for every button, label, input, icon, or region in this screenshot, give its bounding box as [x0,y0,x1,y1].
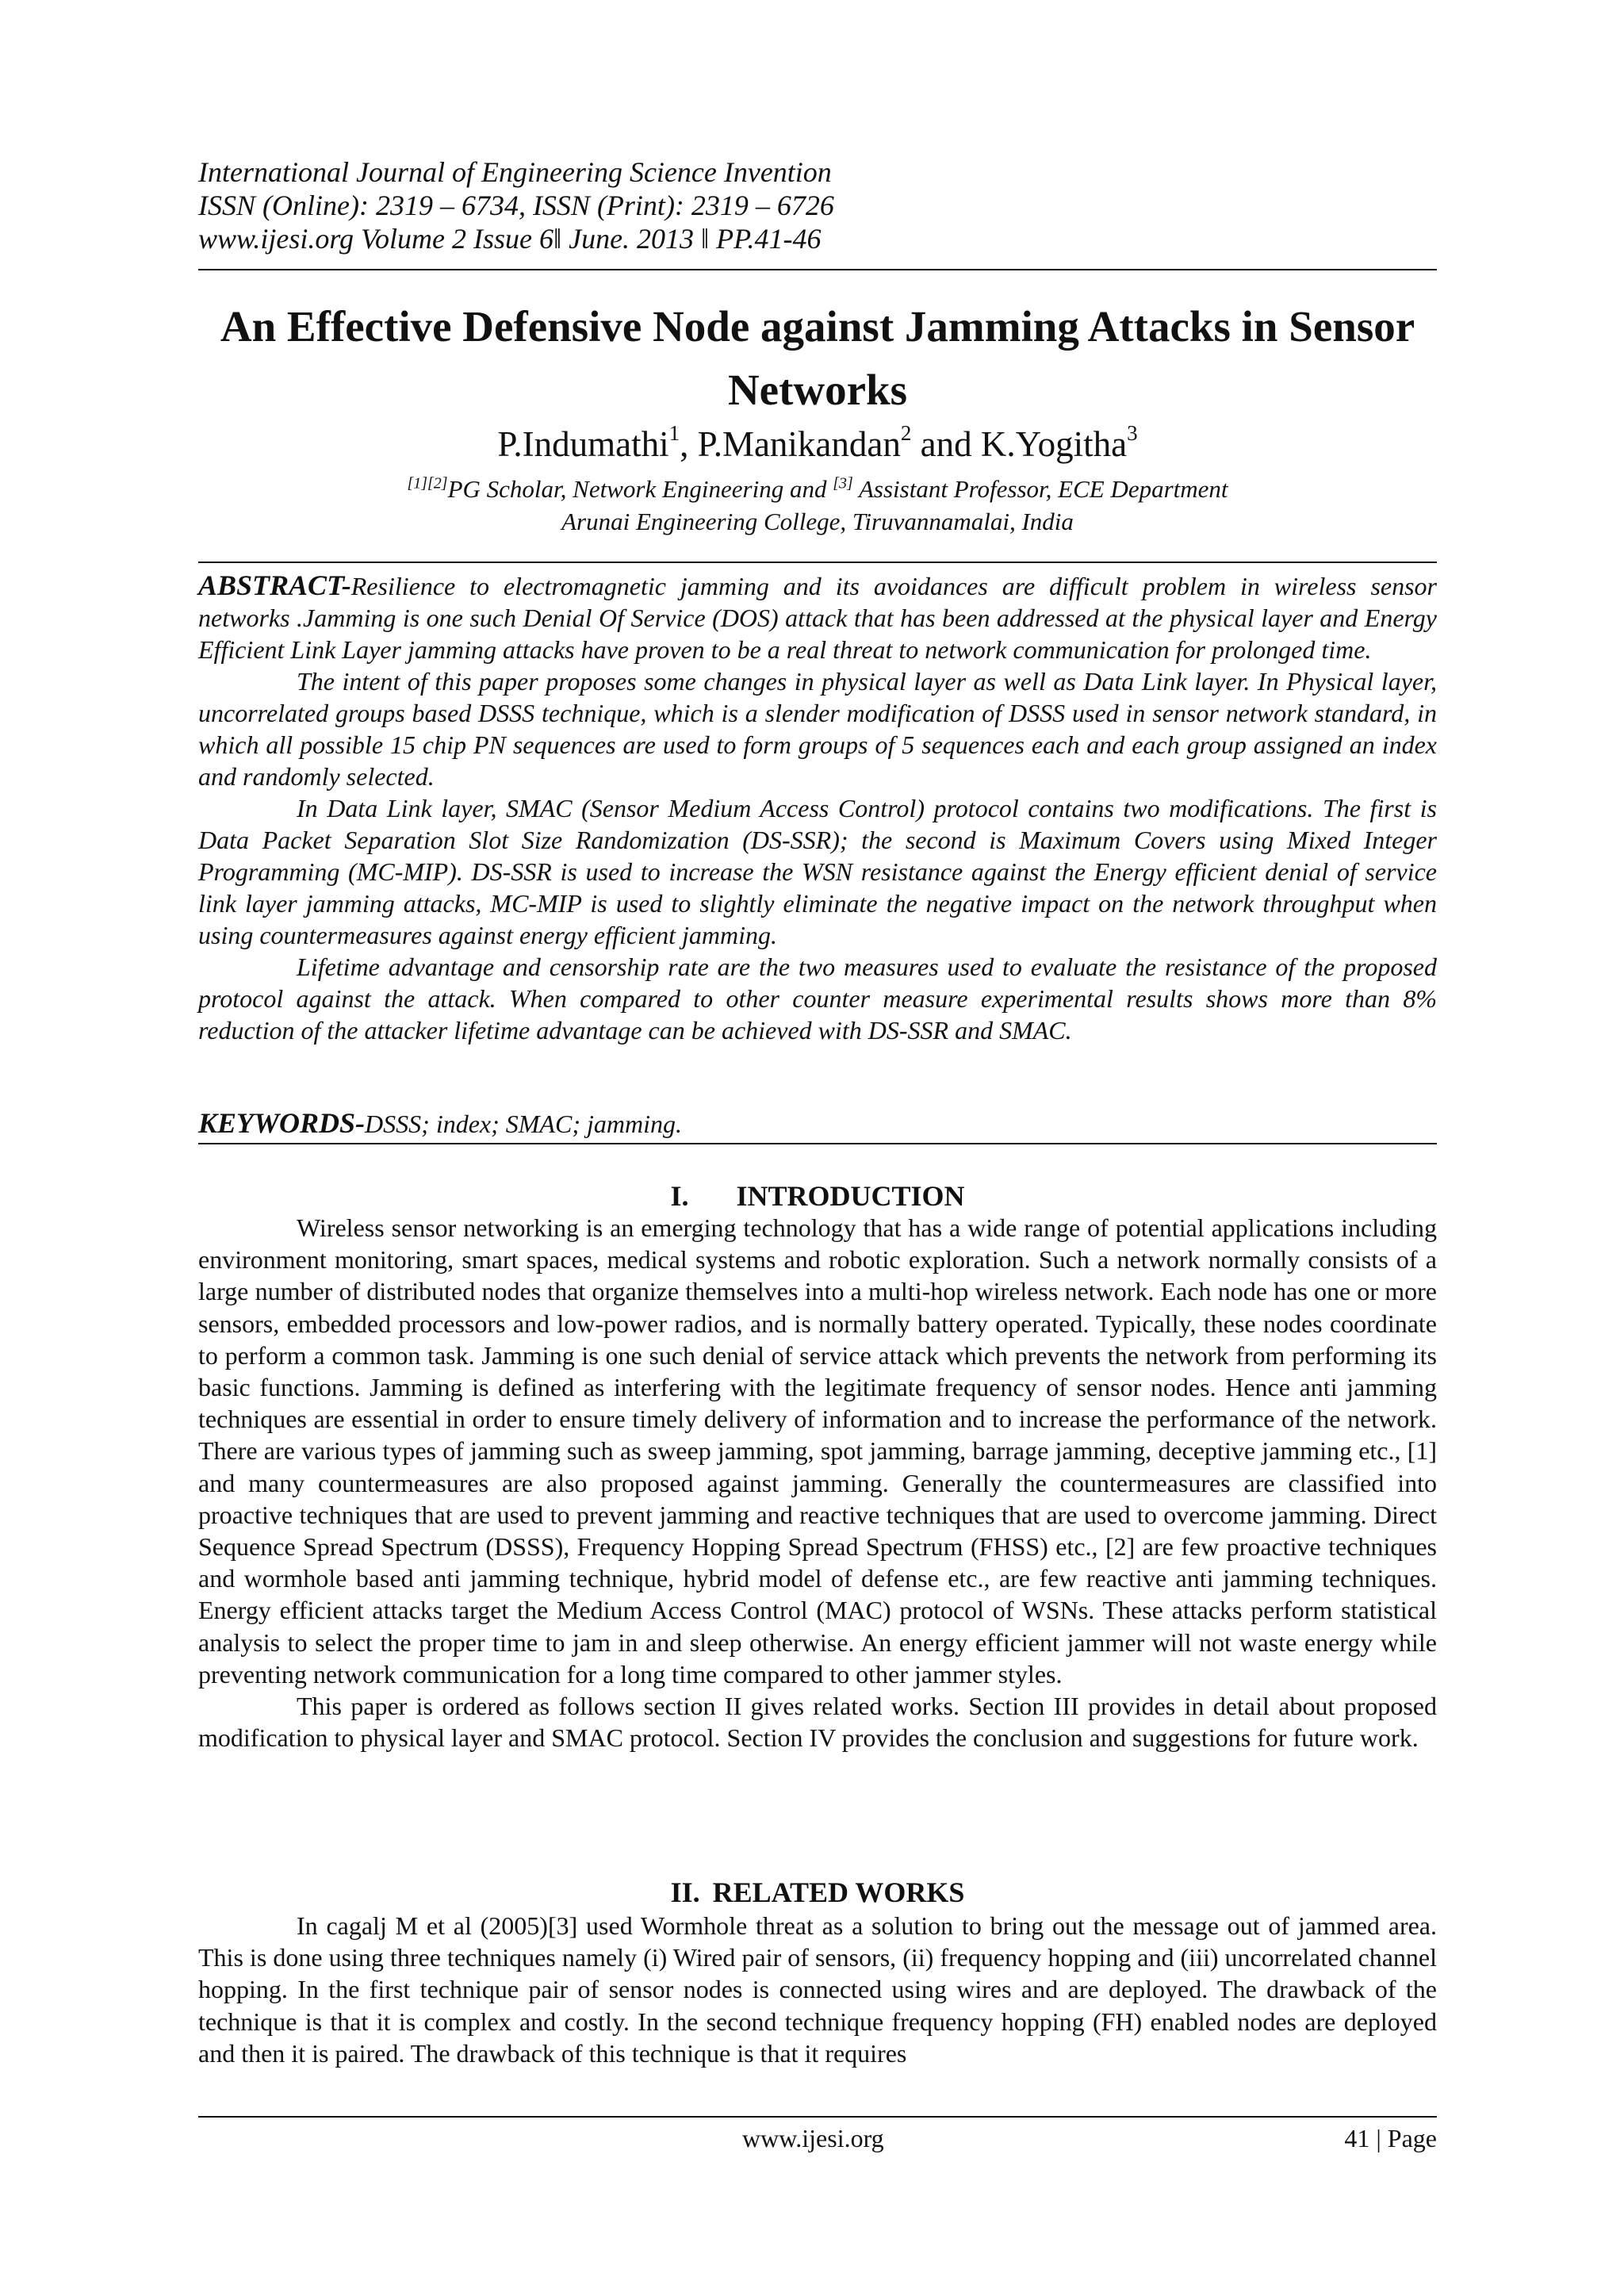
abstract-paragraph: In Data Link layer, SMAC (Sensor Medium Access Control) protocol contains two modifications. The first is Data Packet Separation Slot Size Randomization (DS-SSR); the second is Maximum Covers using Mixed Integer Programming (MC-MIP). DS-SSR is used to increase the WSN resistance against the Energy efficient denial of service link layer jamming attacks, MC-MIP is used to slightly eliminate the negative impact on the network throughput when using countermeasures against energy efficient jamming. [198,794,1437,949]
author-name: P.Manikandan [697,424,901,464]
author-list [198,420,1437,468]
author-sup: 3 [1127,421,1138,445]
keywords [198,1107,1437,1140]
abstract-label: ABSTRACT- [198,569,351,601]
abstract-paragraph: Lifetime advantage and censorship rate are the two measures used to evaluate the resistance of the proposed protocol against the attack. When compared to other counter measure experimental results shows more than 8% reduction of the attacker lifetime advantage can be achieved with DS-SSR and SMAC. [198,953,1437,1045]
abstract [198,569,1437,1046]
journal-volume: www.ijesi.org Volume 2 Issue 6‖ June. 2013 ‖ PP.41-46 [198,223,822,255]
abstract-top-rule [198,562,1437,563]
journal-issn: ISSN (Online): 2319 – 6734, ISSN (Print): 2319 – 6726 [198,190,834,221]
abstract-text: Resilience to electromagnetic jamming and its avoidances are difficult problem in wireless sensor networks .Jamming is one such Denial Of Service (DOS) attack that has been addressed at the physical layer and Energy Efficient Link Layer jamming attacks have proven to be a real threat to network communication for prolonged time. [198,572,1437,664]
keywords-text: DSSS; index; SMAC; jamming. [365,1110,682,1138]
section-number: II. [670,1876,700,1908]
footer-page-number: 41 | Page [1344,2124,1437,2152]
journal-name: International Journal of Engineering Science Invention [198,156,832,188]
keywords-rule [198,1143,1437,1144]
author-name: P.Indumathi [497,424,669,464]
affiliation-sup: [1][2] [407,474,448,493]
affiliation-text: Assistant Professor, ECE Department [852,475,1228,503]
abstract-paragraph [198,569,1437,665]
journal-header [198,155,1437,255]
footer-rule [198,2116,1437,2118]
author-sup: 1 [668,421,680,445]
affiliation-line-2: Arunai Engineering College, Tiruvannamalai, India [561,508,1074,535]
section-heading-related-works [198,1875,1437,1910]
affiliation-sup: [3] [833,474,853,493]
affiliation-line-1 [198,473,1437,505]
author-name: K.Yogitha [980,424,1128,464]
header-rule [198,269,1437,270]
author-separator: , [680,424,698,464]
keywords-label: KEYWORDS- [198,1107,366,1139]
author-sup: 2 [900,421,912,445]
section-title: RELATED WORKS [712,1876,965,1908]
abstract-paragraph: The intent of this paper proposes some changes in physical layer as well as Data Link layer. In Physical layer, uncorrelated groups based DSSS technique, which is a slender modification of DSSS used in sensor network standard, in which all possible 15 chip PN sequences are used to form groups of 5 sequences each and each group assigned an index and randomly selected. [198,667,1437,791]
section-number: I. [670,1180,689,1212]
affiliation-text: PG Scholar, Network Engineering and [447,475,833,503]
body-paragraph: In cagalj M et al (2005)[3] used Wormhole threat as a solution to bring out the message out of jammed area. This is done using three techniques namely (i) Wired pair of sensors, (ii) frequency hopping and (iii) uncorrelated channel hopping. In the first technique pair of sensor nodes is connected using wires and are deployed. The drawback of the technique is that it is complex and costly. In the second technique frequency hopping (FH) enabled nodes are deployed and then it is paired. The drawback of this technique is that it requires [198,1911,1437,2068]
introduction-body [198,1212,1437,1754]
section-heading-introduction [198,1179,1437,1213]
related-works-body [198,1910,1437,2069]
body-paragraph: This paper is ordered as follows section II gives related works. Section III provides in detail about proposed modification to physical layer and SMAC protocol. Section IV provides the conclusion and suggestions for future work. [198,1692,1437,1753]
footer-site: www.ijesi.org [742,2124,884,2152]
body-paragraph: Wireless sensor networking is an emerging technology that has a wide range of potential applications including environment monitoring, smart spaces, medical systems and robotic exploration. Such a network normally consists of a large number of distributed nodes that organize themselves into a multi-hop wireless network. Each node has one or more sensors, embedded processors and low-power radios, and is normally battery operated. Typically, these nodes coordinate to perform a common task. Jamming is one such denial of service attack which prevents the network from performing its basic functions. Jamming is defined as interfering with the legitimate frequency of sensor nodes. Hence anti jamming techniques are essential in order to ensure timely delivery of information and to increase the performance of the network. There are various types of jamming such as sweep jamming, spot jamming, barrage jamming, deceptive jamming etc., [1] and many countermeasures are also proposed against jamming. Generally the countermeasures are classified into proactive techniques that are used to prevent jamming and reactive techniques that are used to overcome jamming. Direct Sequence Spread Spectrum (DSSS), Frequency Hopping Spread Spectrum (FHSS) etc., [2] are few proactive techniques and wormhole based anti jamming technique, hybrid model of defense etc., are few reactive anti jamming techniques. Energy efficient attacks target the Medium Access Control (MAC) protocol of WSNs. These attacks perform statistical analysis to select the proper time to jam in and sleep otherwise. An energy efficient jammer will not waste energy while preventing network communication for a long time compared to other jammer styles. [198,1213,1437,1688]
author-separator: and [911,424,981,464]
affiliation [198,473,1437,538]
paper-title: An Effective Defensive Node against Jamming Attacks in Sensor Networks [220,302,1415,414]
section-title: INTRODUCTION [736,1180,965,1212]
